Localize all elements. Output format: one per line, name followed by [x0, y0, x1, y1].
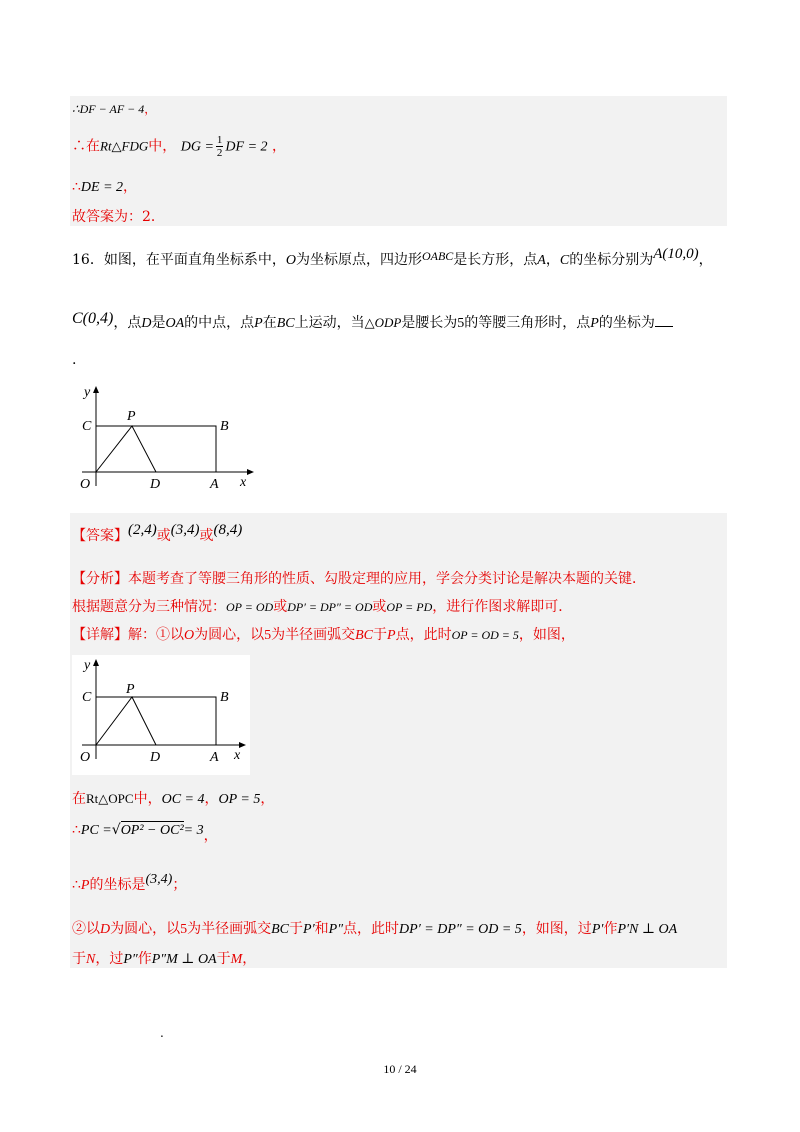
q16-line3: .: [72, 352, 77, 368]
q16-line2: C(0,4)，点D是OA的中点，点P在BC上运动，当△ODP是腰长为5的等腰三角形时，点P的坐标为: [72, 310, 673, 332]
x-axis-arrow: [247, 469, 254, 475]
label-A: A: [210, 477, 219, 490]
label-B: B: [220, 690, 229, 705]
label-B: B: [220, 419, 229, 434]
label-D: D: [150, 750, 161, 765]
fraction-one-half: $\frac{1}{2}$: [216, 134, 223, 159]
sol15-line1: ∴DF − AF − 4，: [72, 102, 157, 116]
step3-line: ∴P的坐标是(3,4)；: [72, 872, 187, 893]
label-P: P: [127, 409, 136, 424]
triangle-ODP: [96, 426, 156, 472]
label-C: C: [82, 419, 92, 434]
analysis-line1: 【分析】本题考查了等腰三角形的性质、勾股定理的应用，学会分类讨论是解决本题的关键．: [72, 571, 646, 587]
rectangle-figure-solution: [72, 655, 250, 775]
answer-blank: [655, 314, 673, 327]
label-A: A: [210, 750, 219, 765]
step1-line: 在Rt△OPC中，OC = 4，OP = 5，: [72, 791, 275, 807]
y-axis-arrow: [93, 386, 99, 393]
stray-dot: .: [160, 1026, 164, 1040]
q16-line1: 16．如图，在平面直角坐标系中，O为坐标原点，四边形OABC是长方形，点A，C的坐标分别为A(10,0)，: [72, 246, 713, 268]
label-y: y: [84, 385, 91, 400]
step2-line: ∴PC =√OP² − OC²= 3，: [72, 822, 218, 844]
analysis-line2: 根据题意分为三种情况：OP = OD或DP′ = DP″ = OD或OP = PD，进行作图求解即可．: [72, 599, 573, 615]
step4-line2: 于N，过P″作P″M ⊥ OA于M，: [72, 951, 257, 967]
label-O: O: [80, 750, 91, 765]
label-y: y: [84, 658, 91, 673]
page-number: 10 / 24: [383, 1062, 417, 1076]
sol15-l1-math: ∴DF − AF − 4: [72, 102, 145, 116]
label-D: D: [150, 477, 161, 490]
label-x: x: [234, 748, 241, 763]
solution-block-top: [70, 96, 727, 226]
label-C: C: [82, 690, 92, 705]
sol15-line4: 故答案为：2．: [72, 209, 165, 225]
label-P: P: [126, 682, 135, 697]
rectangle-figure-question: [72, 382, 262, 490]
answer-line: 【答案】(2,4)或(3,4)或(8,4): [72, 522, 243, 544]
sqrt-sign: √: [111, 822, 121, 838]
label-O: O: [80, 477, 91, 490]
sol15-line2: ∴在Rt△FDG中， DG = $\frac{1}{2}$ DF = 2 ，: [72, 134, 286, 159]
detail-line1: 【详解】解：①以O为圆心，以5为半径画弧交BC于P点，此时OP = OD = 5，如图，: [72, 627, 575, 643]
step4-line1: ②以D为圆心，以5为半径画弧交BC于P′和P″点，此时DP′ = DP″ = OD = 5，如图，过P′作P′N ⊥ OA: [72, 921, 678, 937]
sol15-line3: ∴DE = 2，: [72, 179, 138, 195]
label-x: x: [240, 475, 247, 490]
